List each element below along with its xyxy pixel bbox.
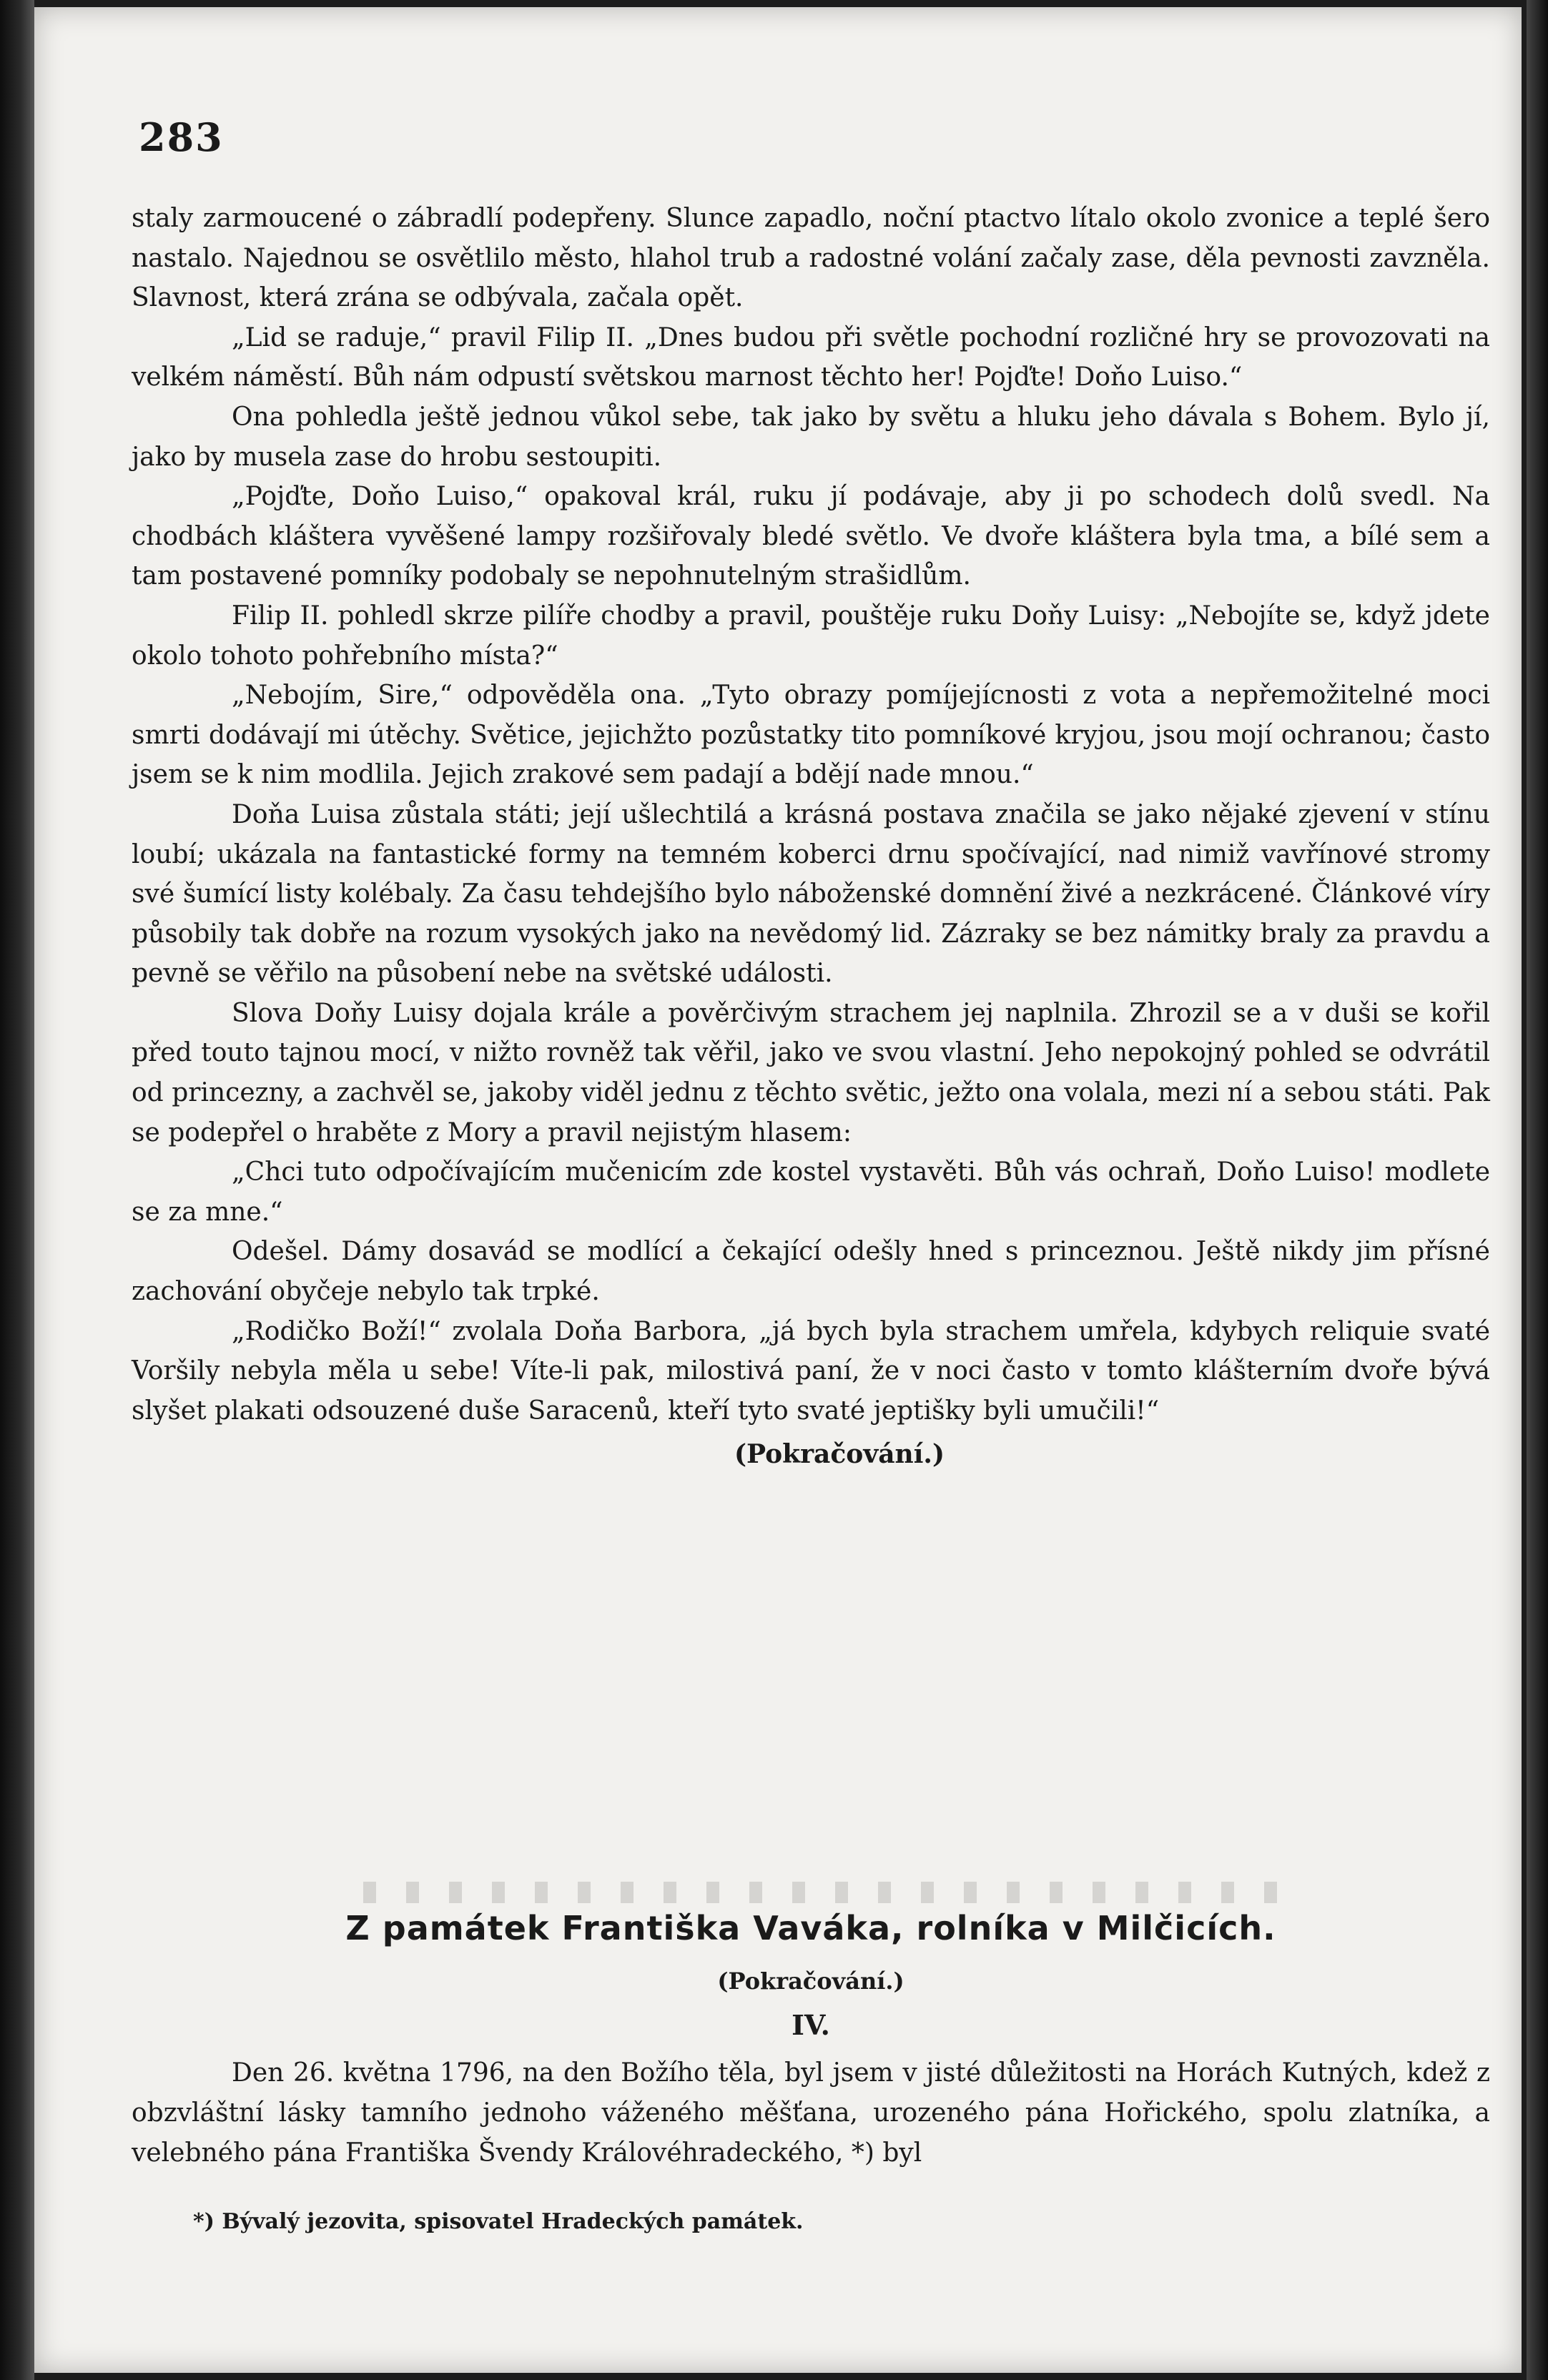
paragraph: „Rodičko Boží!“ zvolala Doňa Barbora, „já bych byla strachem umřela, kdybych reliquie svaté Voršily nebyla měla u sebe! Víte-li pak, milostivá paní, že v noci často v tomto klášterním dvoře bývá slyšet plakati odsouzené duše Saracenů, kteří tyto svaté jeptišky byli umučili!“ xyxy=(132,1316,1490,1426)
paragraph: „Nebojím, Sire,“ odpověděla ona. „Tyto obrazy pomíjejícnosti z vota a nepřemožitelné moci smrti dodávají mi útěchy. Světice, jejichžto pozůstatky tito pomníkové kryjou, jsou mojí ochranou; často jsem se k nim modlila. Jejich zrakové sem padají a bdějí nade mnou.“ xyxy=(132,681,1490,790)
article-title: Z památek Františka Vaváka, rolníka v Milčicích. xyxy=(345,1909,1276,1947)
page-number: 283 xyxy=(139,114,224,160)
scan-edge-left xyxy=(0,0,34,2380)
paragraph: Slova Doňy Luisy dojala krále a pověrčivým strachem jej naplnila. Zhrozil se a v duši se kořil před touto tajnou mocí, v nižto rovněž tak věřil, jako ve svou vlastní. Jeho nepokojný pohled se odvrátil od princezny, a zachvěl se, jakoby viděl jednu z těchto světic, ježto ona volala, mezi ní a sebou státi. Pak se podepřel o hraběte z Mory a pravil nejistým hlasem: xyxy=(132,998,1490,1147)
article-subtitle: (Pokračování.) xyxy=(717,1967,904,1995)
story-body xyxy=(132,199,1490,1475)
article-paragraph: Den 26. května 1796, na den Božího těla, byl jsem v jisté důležitosti na Horách Kutných, kdež z obzvláštní lásky tamního jednoho váženého měšťana, urozeného pána Hořického, spolu zlatníka, a velebného pána Františka Švendy Královéhradeckého, *) byl xyxy=(132,2058,1490,2168)
paragraph: Odešel. Dámy dosavád se modlící a čekající odešly hned s princeznou. Ještě nikdy jim přísné zachování obyčeje nebylo tak trpké. xyxy=(132,1237,1490,1307)
paragraph: „Pojďte, Doňo Luiso,“ opakoval král, ruku jí podávaje, aby ji po schodech dolů svedl. Na chodbách kláštera vyvěšené lampy rozšiřovaly bledé světlo. Ve dvoře kláštera byla tma, a bílé sem a tam postavené pomníky podobaly se nepohnutelným strašidlům. xyxy=(132,482,1490,591)
paragraph: staly zarmoucené o zábradlí podepřeny. Slunce zapadlo, noční ptactvo lítalo okolo zvonice a teplé šero nastalo. Najednou se osvětlilo město, hlahol trub a radostné volání začaly zase, děla pevnosti zavzněla. Slavnost, která zrána se odbývala, začala opět. xyxy=(132,204,1490,313)
section-number: IV. xyxy=(792,2009,830,2041)
book-page xyxy=(34,7,1522,2373)
paragraph: Filip II. pohledl skrze pilíře chodby a pravil, pouštěje ruku Doňy Luisy: „Nebojíte se, když jdete okolo tohoto pohřebního místa?“ xyxy=(132,601,1490,671)
continuation-note: (Pokračování.) xyxy=(734,1439,945,1470)
paragraph: „Chci tuto odpočívajícím mučenicím zde kostel vystavěti. Bůh vás ochraň, Doňo Luiso! modlete se za mne.“ xyxy=(132,1157,1490,1227)
paragraph: „Lid se raduje,“ pravil Filip II. „Dnes budou při světle pochodní rozličné hry se provozovati na velkém náměstí. Bůh nám odpustí světskou marnost těchto her! Pojďte! Doňo Luiso.“ xyxy=(132,322,1490,392)
footnote: *) Bývalý jezovita, spisovatel Hradeckých památek. xyxy=(193,2209,804,2234)
bleed-through-marks xyxy=(363,1882,1293,1903)
scan-edge-right xyxy=(1527,0,1548,2380)
paragraph: Ona pohledla ještě jednou vůkol sebe, tak jako by světu a hluku jeho dávala s Bohem. Bylo jí, jako by musela zase do hrobu sestoupiti. xyxy=(132,402,1490,472)
paragraph: Doňa Luisa zůstala státi; její ušlechtilá a krásná postava značila se jako nějaké zjevení v stínu loubí; ukázala na fantastické formy na temném koberci drnu spočívající, nad nimiž vavřínové stromy své šumící listy kolébaly. Za času tehdejšího bylo náboženské domnění živé a nezkrácené. Článkové víry působily tak dobře na rozum vysokých jako na nevědomý lid. Zázraky se bez námitky braly za pravdu a pevně se věřilo na působení nebe na světské události. xyxy=(132,799,1490,989)
